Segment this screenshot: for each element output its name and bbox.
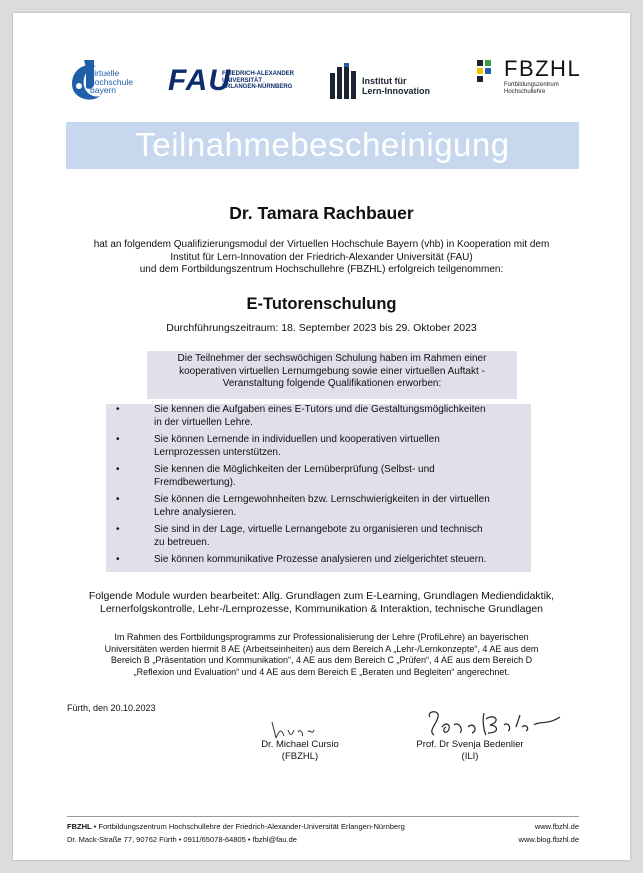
list-item: • Sie können die Lerngewohnheiten bzw. Lernschwierigkeiten in der virtuellen Lehre analysieren. xyxy=(106,494,531,519)
website-link: www.fbzhl.de xyxy=(534,822,579,831)
list-item: • Sie kennen die Aufgaben eines E-Tutors und die Gestaltungsmöglichkeiten in der virtuellen Lehre. xyxy=(106,404,531,429)
fbzhl-logo-title: FBZHL xyxy=(504,56,582,81)
list-item: • Sie kennen die Möglichkeiten der Lernüberprüfung (Selbst- und Fremdbewertung). xyxy=(106,464,531,489)
intro-text: hat an folgendem Qualifizierungsmodul der Virtuellen Hochschule Bayern (vhb) in Kooperation mit dem Institut für Lern-Innovation der Friedrich-Alexander Universität (FAU) und dem Fortbildungszentrum Hochschullehre (FBZHL) erfolgreich teilgenommen: xyxy=(93,239,550,275)
signer-name: Dr. Michael Cursio xyxy=(261,739,339,750)
signature-block-cursio xyxy=(235,739,365,763)
place-date: Fürth, den 20.10.2023 xyxy=(67,703,156,713)
footer-address: FBZHL • Fortbildungszentrum Hochschullehre der Friedrich-Alexander-Universität Erlangen-Nürnberg Dr. Mack-Straße 77, 90762 Fürth • 0911/65078-64805 • fbzhl@fau.de xyxy=(67,822,405,844)
list-item: • Sie sind in der Lage, virtuelle Lernangebote zu organisieren und technisch zu betreuen. xyxy=(106,524,531,549)
fbzhl-logo-subtitle: Fortbildungszentrum Hochschullehre xyxy=(504,82,559,95)
fau-logo-mark: FAU xyxy=(168,64,231,97)
fau-logo-subtitle: FRIEDRICH-ALEXANDER UNIVERSITÄT ERLANGEN-NÜRNBERG xyxy=(222,71,294,91)
program-text: Im Rahmen des Fortbildungsprogramms zur Professionalisierung der Lehre (ProfiLehre) an bayerischen Universitäten werden hiermit 8 AE (Arbeitseinheiten) aus dem Bereich A „Lehr-/Lernkonzepte“, 4 AE aus dem Bereich B „Präsentation und Kommunikation“, 4 AE aus dem Bereich C „Prüfen“, 4 AE aus dem Bereich D „Reflexion und Evaluation“ und 4 AE aus dem Bereich E „Beraten und Begleiten“ angerechnet. xyxy=(104,632,539,677)
signature-cursio-icon xyxy=(268,718,328,740)
certificate-title: Teilnahmebescheinigung xyxy=(135,126,510,163)
signature-block-bedenlier xyxy=(405,739,535,763)
signature-bedenlier-icon xyxy=(424,707,564,741)
footer-links xyxy=(480,821,579,846)
modules-text: Folgende Module wurden bearbeitet: Allg. Grundlagen zum E-Learning, Grundlagen Mediendidaktik, Lernerfolgskontrolle, Lehr-/Lernprozesse, Kommunikation & Interaktion, technische Grundlagen xyxy=(88,590,555,615)
participant-name: Dr. Tamara Rachbauer xyxy=(229,203,414,223)
signer-org: (ILI) xyxy=(461,751,479,762)
list-item: • Sie können kommunikative Prozesse analysieren und zielgerichtet steuern. xyxy=(106,554,531,567)
vhb-logo-text: virtuelle hochschule bayern xyxy=(90,68,134,95)
signer-name: Prof. Dr Svenja Bedenlier xyxy=(416,739,524,750)
blog-link: www.blog.fbzhl.de xyxy=(518,834,579,844)
footer-divider xyxy=(67,816,579,817)
qualification-intro-text: Die Teilnehmer der sechswöchigen Schulung haben im Rahmen einer kooperativen virtuellen Lernumgebung sowie einer virtuellen Auftakt - Veranstaltung folgende Qualifikationen erworben: xyxy=(177,353,487,389)
qualification-list xyxy=(106,404,531,572)
list-item: • Sie können Lernende in individuellen und kooperativen virtuellen Lernprozessen unterstützen. xyxy=(106,434,531,459)
ili-logo-text: Institut für Lern-Innovation xyxy=(362,76,430,96)
course-period: Durchführungszeitraum: 18. September 2023 bis 29. Oktober 2023 xyxy=(166,322,477,334)
signer-org: (FBZHL) xyxy=(281,751,319,762)
fbzhl-logo-icon xyxy=(477,60,499,82)
course-title: E-Tutorenschulung xyxy=(246,295,397,313)
